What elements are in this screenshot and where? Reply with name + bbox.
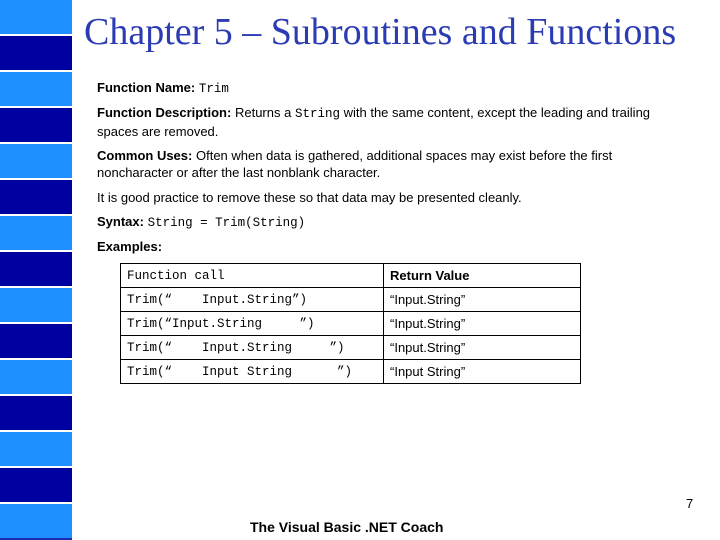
table-row <box>121 288 581 312</box>
header-return-value: Return Value <box>384 264 581 288</box>
good-practice-text: It is good practice to remove these so that data may be presented cleanly. <box>97 190 522 205</box>
function-call-cell: Trim(“ Input.String”) <box>121 288 384 312</box>
function-call-cell: Trim(“Input.String ”) <box>121 312 384 336</box>
function-call-cell: Trim(“ Input String ”) <box>121 360 384 384</box>
function-description-label: Function Description: <box>97 105 232 120</box>
page-number: 7 <box>686 496 694 511</box>
return-value-cell: “Input.String” <box>384 288 581 312</box>
return-value-cell: “Input String” <box>384 360 581 384</box>
function-name-line <box>97 79 677 98</box>
common-uses <box>97 147 677 181</box>
function-description-code: String <box>294 107 340 121</box>
examples-table <box>120 263 581 384</box>
function-call-cell: Trim(“ Input.String ”) <box>121 336 384 360</box>
function-description-text-before: Returns a <box>234 105 292 120</box>
syntax-code: String = Trim(String) <box>147 216 306 230</box>
function-description <box>97 104 677 140</box>
examples-label <box>97 238 677 255</box>
function-name-label: Function Name: <box>97 80 196 95</box>
function-name-value: Trim <box>198 82 229 96</box>
table-row <box>121 312 581 336</box>
function-description-text-after: with the same content, except the leading and trailing spaces are removed. <box>97 105 651 139</box>
syntax-line <box>97 213 677 232</box>
header-function-call: Function call <box>121 264 384 288</box>
syntax-label: Syntax: <box>97 214 144 229</box>
footer-text: The Visual Basic .NET Coach <box>250 519 444 535</box>
table-row <box>121 336 581 360</box>
return-value-cell: “Input.String” <box>384 312 581 336</box>
common-uses-label: Common Uses: <box>97 148 193 163</box>
common-uses-text: Often when data is gathered, additional spaces may exist before the first noncharacter or after the last nonblank character. <box>97 148 613 180</box>
table-header-row <box>121 264 581 288</box>
sidebar-decoration <box>0 0 72 540</box>
return-value-cell: “Input.String” <box>384 336 581 360</box>
table-row <box>121 360 581 384</box>
page-title: Chapter 5 – Subroutines and Functions <box>84 11 677 53</box>
examples-label-text: Examples: <box>97 239 163 254</box>
